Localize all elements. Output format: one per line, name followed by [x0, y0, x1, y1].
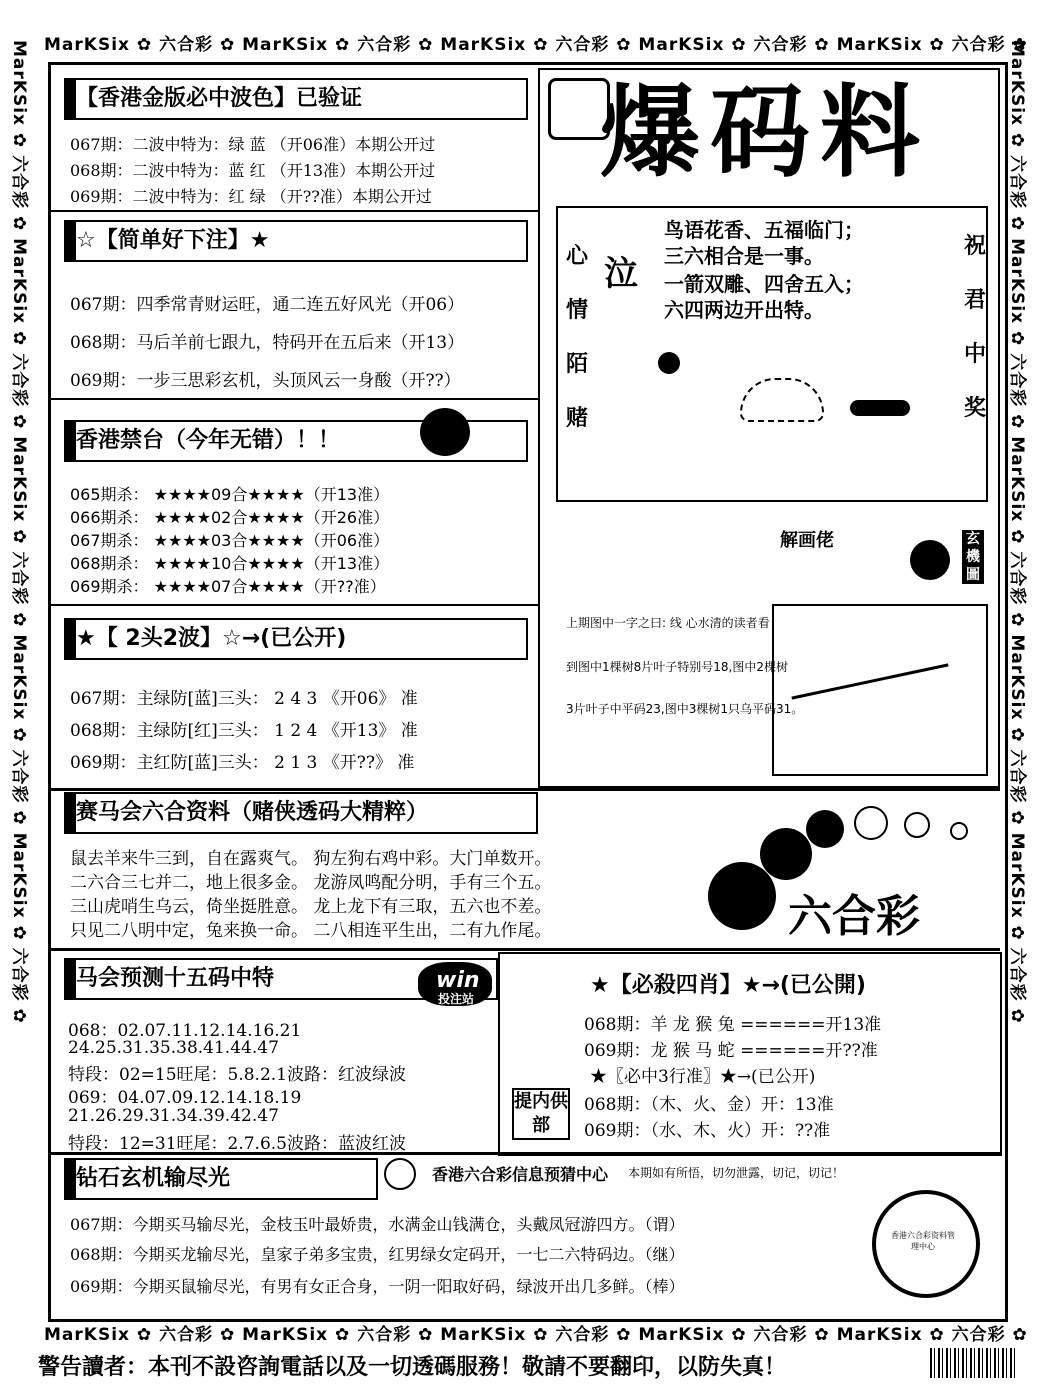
solver-label: 解画佬 [780, 530, 834, 551]
swirl-icon [910, 540, 950, 580]
ball-icon [950, 822, 968, 840]
hint-line-2: 到图中1棵树8片叶子特别号18,图中2棵树 [566, 660, 788, 674]
poem-line-2: 三六相合是一事。 [664, 244, 824, 268]
simple-line-3: 069期：一步三思彩玄机，头顶风云一身酸（开??） [70, 371, 461, 391]
xuanji-label: 玄機圖 [962, 530, 984, 584]
left-border-text: MarKSix ✿ 六合彩 ✿ MarKSix ✿ 六合彩 ✿ MarKSix ✿ 六合彩 ✿ MarKSix ✿ 六合彩 ✿ MarKSix ✿ 六合彩 ✿ [9, 40, 29, 1024]
ban-line-4: 068期杀： ★★★★10合★★★★（开13准） [70, 554, 390, 573]
heads-line-3: 069期：主红防[蓝]三头： 2 1 3 《开??》 准 [70, 753, 415, 773]
ball-icon [760, 828, 812, 880]
diamond-note: 本期如有所悟，切勿泄露，切记，切记！ [628, 1166, 845, 1180]
predict-line-3: 特段：02=15旺尾：5.8.2.1波路：红波绿波 [68, 1065, 406, 1085]
kill-sub-line-2: 069期：（水、木、火）开：??准 [584, 1121, 831, 1141]
wave-line-3: 069期：二波中特为：红 绿 （开??准）本期公开过 [70, 187, 432, 206]
simple-line-2: 068期：马后羊前七跟九，特码开在五后来（开13） [70, 333, 465, 353]
diamond-line-3: 069期：今期买鼠输尽光，有男有女正合身，一阴一阳取好码，绿波开出几多鲜。（棒） [70, 1277, 685, 1296]
win-badge-text: win [436, 968, 480, 993]
ball-icon [854, 806, 888, 840]
ban-line-5: 069期杀： ★★★★07合★★★★（开??准） [70, 577, 386, 596]
ball-icon [806, 810, 844, 848]
wave-line-2: 068期：二波中特为：蓝 红 （开13准）本期公开过 [70, 161, 436, 180]
right-border-text: MarKSix ✿ 六合彩 ✿ MarKSix ✿ 六合彩 ✿ MarKSix ✿ 六合彩 ✿ MarKSix ✿ 六合彩 ✿ MarKSix ✿ 六合彩 ✿ [1007, 40, 1027, 1024]
divider [50, 1152, 1000, 1155]
marksix-logo-text: 六合彩 [788, 891, 920, 942]
poster-title: 爆码料 [600, 74, 930, 191]
right-scroll-text: 祝 君 中 奖 [963, 234, 986, 421]
barcode-icon [930, 1348, 1018, 1378]
heads-line-1: 067期：主绿防[蓝]三头： 2 4 3 《开06》 准 [70, 689, 418, 709]
rock-icon [850, 400, 910, 416]
diamond-banner: 香港六合彩信息预猜中心 [432, 1165, 609, 1184]
divider [50, 210, 540, 212]
ball-icon [708, 862, 776, 930]
wave-header: 【香港金版必中波色】已验证 [64, 78, 528, 120]
moon-icon [658, 352, 680, 374]
left-scroll-text: 心 情 陌 赌 [565, 244, 588, 431]
horse-line-4: 只见二八明中定，兔来换一命。 二八相连平生出，二有九作尾。 [70, 921, 552, 941]
wave-line-1: 067期：二波中特为：绿 蓝 （开06准）本期公开过 [70, 135, 436, 154]
poem-mark: 泣 [604, 254, 638, 294]
divider [50, 604, 540, 606]
heads-header: ★【 2头2波】☆→(已公开) [64, 618, 528, 660]
predict-line-4: 069：04.07.09.12.14.18.19 [68, 1088, 302, 1108]
poem-line-3: 一箭双雕、四舍五入； [664, 272, 864, 296]
footer-warning: 警告讀者：本刊不設咨詢電話以及一切透碼服務！敬請不要翻印，以防失真！ [38, 1355, 787, 1380]
poem-line-1: 鸟语花香、五福临门； [664, 218, 864, 242]
kill-sub-header: ★〖必中3行准〗★→(已公开) [590, 1067, 816, 1087]
simple-header: ☆【简单好下注】★ [64, 220, 528, 262]
heads-line-2: 068期：主绿防[红]三头： 1 2 4 《开13》 准 [70, 721, 418, 741]
horse-line-3: 三山虎哨生乌云，倚坐挺胜意。 龙上龙下有三取，五六也不差。 [70, 897, 552, 917]
ban-line-3: 067期杀： ★★★★03合★★★★（开06准） [70, 531, 390, 550]
predict-line-5: 21.26.29.31.34.39.42.47 [68, 1106, 279, 1126]
divider [50, 398, 540, 400]
ball-icon [904, 812, 930, 838]
predict-line-6: 特段：12=31旺尾：2.7.6.5波路：蓝波红波 [68, 1134, 406, 1154]
horse-header: 赛马会六合资料（赌侠透码大精粹） [64, 792, 538, 834]
kill-sub-line-1: 068期：（木、火、金）开：13准 [584, 1095, 834, 1115]
internal-stamp: 提内供部 [512, 1088, 570, 1140]
top-border-text: MarKSix ✿ 六合彩 ✿ MarKSix ✿ 六合彩 ✿ MarKSix ✿ 六合彩 ✿ MarKSix ✿ 六合彩 ✿ MarKSix ✿ 六合彩 ✿ [44, 35, 1028, 55]
horse-line-2: 二六合三七并二，地上很多金。 龙游凤鸣配分明，手有三个五。 [70, 873, 552, 893]
kill-line-1: 068期：羊 龙 猴 兔 ======开13准 [584, 1015, 882, 1035]
predict-header: 马会预测十五码中特 [64, 958, 498, 1000]
ban-header: 香港禁台（今年无错）！！ [64, 420, 528, 462]
ban-line-2: 066期杀： ★★★★02合★★★★（开26准） [70, 508, 390, 527]
target-icon [384, 1158, 416, 1190]
tree-bird-painting [772, 604, 988, 776]
predict-line-2: 24.25.31.35.38.41.44.47 [68, 1038, 279, 1058]
bottom-border-text: MarKSix ✿ 六合彩 ✿ MarKSix ✿ 六合彩 ✿ MarKSix ✿ 六合彩 ✿ MarKSix ✿ 六合彩 ✿ MarKSix ✿ 六合彩 ✿ [44, 1325, 1028, 1345]
horse-line-1: 鼠去羊来牛三到，自在露爽气。 狗左狗右鸡中彩。大门单数开。 [70, 849, 552, 869]
hk-seal-text: 香港六合彩资料管理中心 [891, 1231, 955, 1251]
kill-line-2: 069期：龙 猴 马 蛇 ======开??准 [584, 1041, 878, 1061]
divider [50, 948, 1000, 951]
divider [50, 788, 1000, 791]
diamond-line-1: 067期：今期买马输尽光，金枝玉叶最娇贵，水满金山钱满仓，头戴凤冠游四方。（谓） [70, 1215, 685, 1234]
ban-line-1: 065期杀： ★★★★09合★★★★（开13准） [70, 485, 390, 504]
simple-line-1: 067期：四季常青财运旺，通二连五好风光（开06） [70, 295, 465, 315]
win-badge-sub: 投注站 [438, 992, 475, 1006]
hint-line-3: 3片叶子中平码23,图中3棵树1只乌平码31。 [566, 702, 804, 716]
kill-header: ★【必殺四肖】★→(已公開) [590, 973, 866, 998]
poem-line-4: 六四两边开出特。 [664, 298, 824, 322]
diamond-header: 钻石玄机输尽光 [64, 1158, 378, 1200]
hint-line-1: 上期图中一字之曰: 线 心水清的读者看 [566, 616, 770, 630]
diamond-line-2: 068期：今期买龙输尽光，皇家子弟多宝贵，红男绿女定码开，一七二六特码边。（继） [70, 1245, 685, 1264]
predict-line-1: 068：02.07.11.12.14.16.21 [68, 1021, 302, 1041]
ban-emblem-icon [420, 408, 470, 456]
